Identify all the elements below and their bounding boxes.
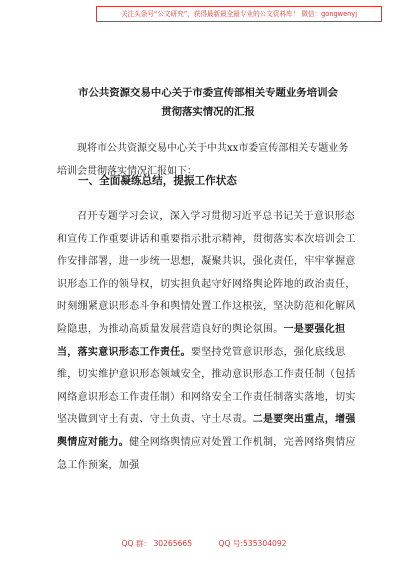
body-bold-point-2: 二是要突出重点，增强舆情应对能力。	[57, 414, 356, 448]
section-heading-1: 一、全面凝练总结，提振工作状态	[78, 175, 237, 187]
footer-qq-number: QQ 号:535304092	[218, 539, 287, 548]
body-text-2: 要坚持党管意识形态，强化底线思维，切实维护意识形态领域安全，推动意识形态工作责任制（包括网络意识形态工作责任制）和网络安全工作责任制落实落地，切实坚决做到守土有责、守土负责、守土尽责。	[57, 346, 356, 426]
promo-banner: 关注头条号“公文研究”，获得最新最全最专业的公文资料库！ 微信：gongwenyj	[96, 6, 382, 22]
document-title-line-2: 贯彻落实情况的汇报	[161, 106, 255, 118]
document-title-line-1: 市公共资源交易中心关于市委宣传部相关专题业务培训会	[78, 87, 338, 99]
footer-qq-group: QQ 群： 30265665	[121, 539, 193, 548]
body-bold-point-1: 一是要强化担当，落实意识形态工作责任。	[57, 323, 346, 358]
body-text-3: 健全网络舆情应对处置工作机制，完善网络舆情应急工作预案，加强	[57, 436, 356, 471]
body-paragraph	[57, 206, 357, 477]
intro-paragraph: 现将市公共资源交易中心关于中共xx市委宣传部相关专题业务培训会贯彻落实情况汇报如下：	[57, 143, 349, 177]
body-text-1: 召开专题学习会议，深入学习贯彻习近平总书记关于意识形态和宣传工作重要讲话和重要指示批示精神，贯彻落实本次培训会工作安排部署，进一步统一思想，凝聚共识，强化责任，牢牢掌握意识形态工作的领导权，切实担负起守好网络舆论阵地的政治责任，时刻绷紧意识形态斗争和舆情处置工作这根弦，坚决防范和化解风险隐患，为推动高质量发展营造良好的舆论氛围。	[57, 211, 356, 335]
footer-contact	[0, 538, 408, 549]
